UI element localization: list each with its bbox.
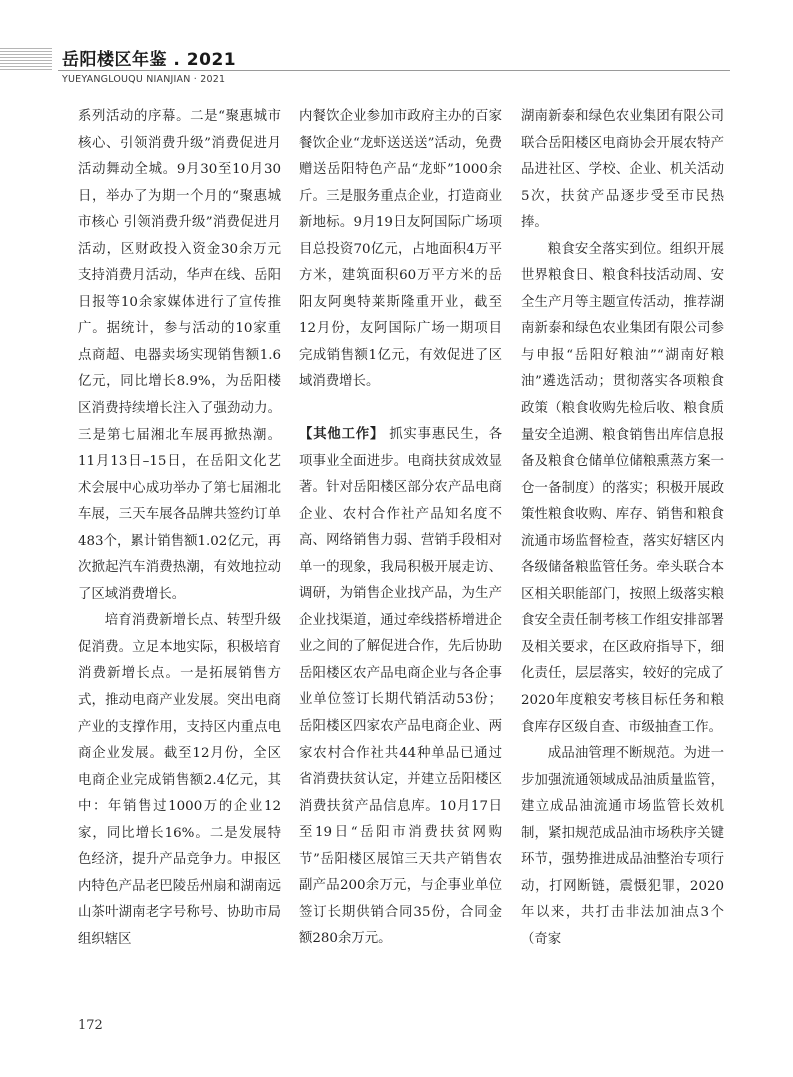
header-stripe-decoration xyxy=(0,48,52,70)
section-paragraph xyxy=(299,422,502,953)
yearbook-subtitle: YUEYANGLOUQU NIANJIAN · 2021 xyxy=(62,74,226,85)
page-number: 172 xyxy=(78,1018,103,1033)
paragraph: 系列活动的序幕。二是“聚惠城市核心、引领消费升级”消费促进月活动舞动全城。9月30至10月30日，举办了为期一个月的“聚惠城市核心 引领消费升级”消费促进月活动，区财政投入资金30余万元支持消费月活动，华声在线、岳阳日报等10余家媒体进行了宣传推广。据统计，参与活动的10家重点商超、电器卖场实现销售额1.6亿元，同比增长8.9%，为岳阳楼区消费持续增长注入了强劲动力。三是第七届湘北车展再掀热潮。11月13日–15日，在岳阳文化艺术会展中心成功举办了第七届湘北车展，三天车展各品牌共签约订单483个，累计销售额1.02亿元，再次掀起汽车消费热潮，有效地拉动了区域消费增长。 xyxy=(78,109,281,602)
section-text: 抓实事惠民生，各项事业全面进步。电商扶贫成效显著。针对岳阳楼区部分农产品电商企业、农村合作社产品知名度不高、网络销售力弱、营销手段相对单一的现象，我局积极开展走访、调研，为销售企业找产品，为生产企业找渠道，通过牵线搭桥增进企业之间的了解促进合作，先后协助岳阳楼区农产品电商企业与各企事业单位签订长期代销活动53份；岳阳楼区四家农产品电商企业、两家农村合作社共44种单品已通过省消费扶贫认定，并建立岳阳楼区消费扶贫产品信息库。10月17日至19日“岳阳市消费扶贫网购节”岳阳楼区展馆三天共产销售农副产品200余万元，与企事业单位签订长期供销合同35份，合同金额280余万元。 xyxy=(299,427,502,947)
text-column-1 xyxy=(78,104,281,954)
paragraph: 粮食安全落实到位。组织开展世界粮食日、粮食科技活动周、安全生产月等主题宣传活动，推荐湖南新泰和绿色农业集团有限公司参与申报“岳阳好粮油”“湖南好粮油”遴选活动；贯彻落实各项粮食政策（粮食收购先检后收、粮食质量安全追溯、粮食销售出库信息报备及粮食仓储单位储粮熏蒸方案一仓一备制度）的落实；积极开展政策性粮食收购、库存、销售和粮食流通市场监督检查，落实好辖区内各级储备粮监管任务。牵头联合本区相关职能部门，按照上级落实粮食安全责任制考核工作组安排部署及相关要求，在区政府指导下，细化责任，层层落实，较好的完成了2020年度粮安考核目标任务和粮食库存区级自查、市级抽查工作。 xyxy=(521,241,724,735)
text-column-2 xyxy=(299,104,502,953)
paragraph: 成品油管理不断规范。为进一步加强流通领域成品油质量监管，建立成品油流通市场监管长效机制，紧扣规范成品油市场秩序关键环节，强势推进成品油整治专项行动，打网断链，震慑犯罪，2020年以来，共打击非法加油点3个（奇家 xyxy=(521,746,724,947)
text-column-3 xyxy=(521,104,724,954)
section-label: 【其他工作】 xyxy=(299,427,385,443)
yearbook-title: 岳阳楼区年鉴 . 2021 xyxy=(62,50,237,70)
paragraph: 培育消费新增长点、转型升级促消费。立足本地实际，积极培育消费新增长点。一是拓展销售方式，推动电商产业发展。突出电商产业的支撑作用，支持区内重点电商企业发展。截至12月份，全区电商企业完成销售额2.4亿元，其中：年销售过1000万的企业12家，同比增长16%。二是发展特色经济，提升产品竞争力。申报区内特色产品老巴陵岳州扇和湖南远山茶叶湖南老字号称号、协助市局组织辖区 xyxy=(78,613,281,947)
paragraph: 湖南新泰和绿色农业集团有限公司联合岳阳楼区电商协会开展农特产品进社区、学校、企业、机关活动5次，扶贫产品逐步受至市民热捧。 xyxy=(521,109,724,231)
paragraph: 内餐饮企业参加市政府主办的百家餐饮企业“龙虾送送送”活动，免费赠送岳阳特色产品“龙虾”1000余斤。三是服务重点企业，打造商业新地标。9月19日友阿国际广场项目总投资70亿元，占地面积4万平方米，建筑面积60万平方米的岳阳友阿奥特莱斯隆重开业，截至12月份，友阿国际广场一期项目完成销售额1亿元，有效促进了区域消费增长。 xyxy=(299,109,502,390)
header-divider xyxy=(58,70,730,71)
